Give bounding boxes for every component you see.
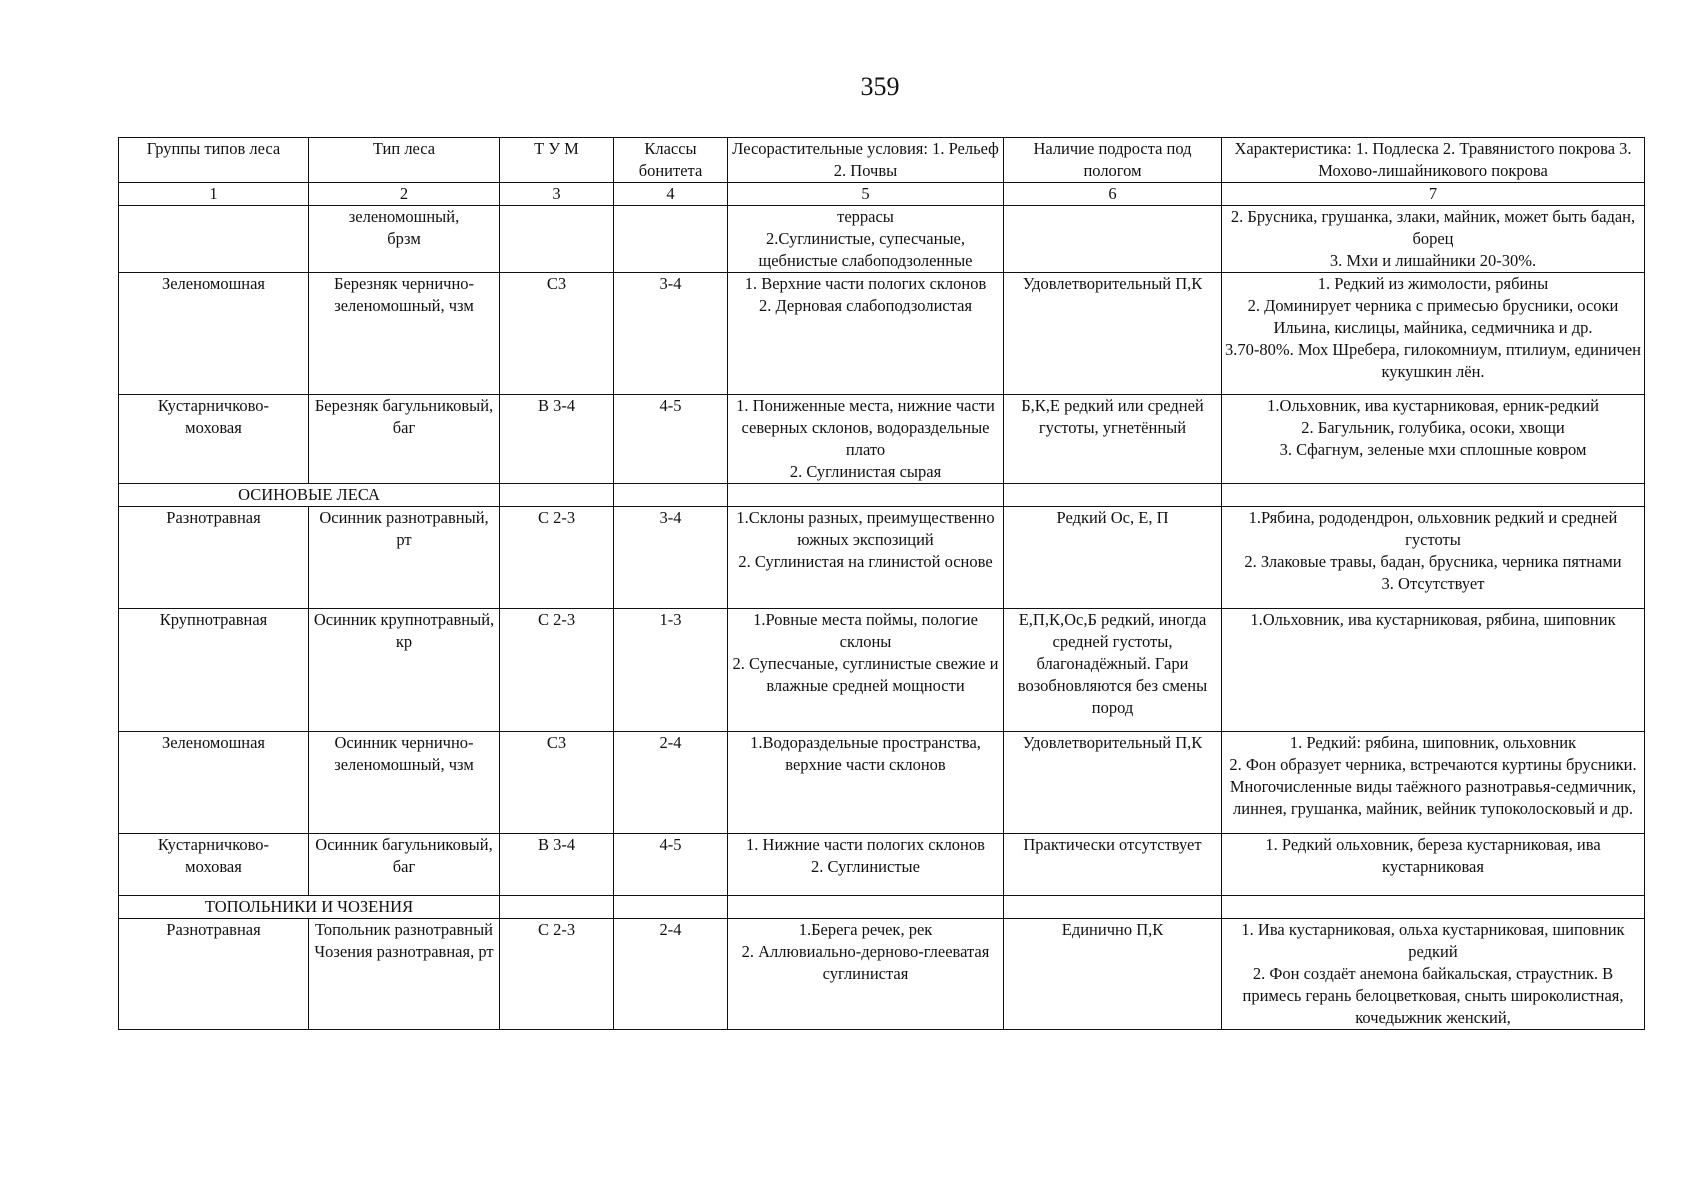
cell-tum: С 2-3 <box>500 609 614 732</box>
cell-growing-conditions: 1. Верхние части пологих склонов 2. Дерновая слабоподзолистая <box>728 273 1004 395</box>
forest-types-table <box>118 137 1645 1030</box>
header-characteristics: Характеристика: 1. Подлеска 2. Травянистого покрова 3. Мохово-лишайникового покрова <box>1222 138 1645 183</box>
cell-characteristics: 1. Ива кустарниковая, ольха кустарниковая, шиповник редкий 2. Фон создаёт анемона байкальская, страустник. В примесь герань белоцветковая, сныть широколистная, кочедыжник женский, <box>1222 919 1645 1030</box>
header-tum: Т У М <box>500 138 614 183</box>
cell-bonitet-class: 4-5 <box>614 834 728 896</box>
cell-bonitet-class <box>614 206 728 273</box>
header-undergrowth: Наличие подроста под пологом <box>1004 138 1222 183</box>
cell-undergrowth: Удовлетворительный П,К <box>1004 732 1222 834</box>
cell-bonitet-class: 4-5 <box>614 395 728 484</box>
cell-characteristics: 1.Рябина, рододендрон, ольховник редкий и средней густоты 2. Злаковые травы, бадан, брусника, черника пятнами 3. Отсутствует <box>1222 507 1645 609</box>
cell-tum: С3 <box>500 273 614 395</box>
cell-forest-type: Осинник багульниковый, баг <box>309 834 500 896</box>
cell-undergrowth <box>1004 206 1222 273</box>
section-title: ОСИНОВЫЕ ЛЕСА <box>119 484 500 507</box>
header-forest-type: Тип леса <box>309 138 500 183</box>
cell-characteristics: 2. Брусника, грушанка, злаки, майник, может быть бадан, борец 3. Мхи и лишайники 20-30%. <box>1222 206 1645 273</box>
column-number: 6 <box>1004 183 1222 206</box>
empty-cell <box>728 896 1004 919</box>
column-number: 3 <box>500 183 614 206</box>
empty-cell <box>1222 896 1645 919</box>
cell-tum: В 3-4 <box>500 834 614 896</box>
cell-growing-conditions: 1.Водораздельные пространства, верхние части склонов <box>728 732 1004 834</box>
table-row <box>119 834 1645 896</box>
cell-growing-conditions: 1.Берега речек, рек 2. Аллювиально-дерново-глееватая суглинистая <box>728 919 1004 1030</box>
header-forest-type-group: Группы типов леса <box>119 138 309 183</box>
column-number: 2 <box>309 183 500 206</box>
cell-undergrowth: Е,П,К,Ос,Б редкий, иногда средней густоты, благонадёжный. Гари возобновляются без смены пород <box>1004 609 1222 732</box>
cell-forest-type-group: Зеленомошная <box>119 732 309 834</box>
cell-forest-type: зеленомошный, брзм <box>309 206 500 273</box>
empty-cell <box>614 484 728 507</box>
header-row <box>119 138 1645 183</box>
cell-forest-type-group: Разнотравная <box>119 919 309 1030</box>
cell-undergrowth: Б,К,Е редкий или средней густоты, угнетённый <box>1004 395 1222 484</box>
empty-cell <box>500 484 614 507</box>
header-bonitet-class: Классы бонитета <box>614 138 728 183</box>
cell-characteristics: 1. Редкий: рябина, шиповник, ольховник 2. Фон образует черника, встречаются куртины брусники. Многочисленные виды таёжного разнотравья-седмичник, линнея, грушанка, майник, вейник тупоколосковый и др. <box>1222 732 1645 834</box>
table-row <box>119 732 1645 834</box>
cell-bonitet-class: 3-4 <box>614 507 728 609</box>
section-title: ТОПОЛЬНИКИ И ЧОЗЕНИЯ <box>119 896 500 919</box>
table-row <box>119 609 1645 732</box>
column-number: 7 <box>1222 183 1645 206</box>
cell-forest-type: Осинник крупнотравный, кр <box>309 609 500 732</box>
cell-forest-type-group: Кустарничково- моховая <box>119 395 309 484</box>
section-row <box>119 896 1645 919</box>
empty-cell <box>1004 896 1222 919</box>
section-row <box>119 484 1645 507</box>
table-row <box>119 919 1645 1030</box>
cell-forest-type-group <box>119 206 309 273</box>
page-number: 359 <box>860 72 900 101</box>
header-growing-conditions: Лесорастительные условия: 1. Рельеф 2. Почвы <box>728 138 1004 183</box>
empty-cell <box>1004 484 1222 507</box>
cell-tum <box>500 206 614 273</box>
empty-cell <box>500 896 614 919</box>
cell-forest-type-group: Крупнотравная <box>119 609 309 732</box>
cell-growing-conditions: 1. Нижние части пологих склонов 2. Суглинистые <box>728 834 1004 896</box>
cell-forest-type-group: Кустарничково- моховая <box>119 834 309 896</box>
cell-characteristics: 1. Редкий ольховник, береза кустарниковая, ива кустарниковая <box>1222 834 1645 896</box>
column-number: 4 <box>614 183 728 206</box>
cell-forest-type-group: Разнотравная <box>119 507 309 609</box>
cell-bonitet-class: 2-4 <box>614 919 728 1030</box>
table-row <box>119 507 1645 609</box>
cell-forest-type: Березняк чернично-зеленомошный, чзм <box>309 273 500 395</box>
cell-growing-conditions: 1.Ровные места поймы, пологие склоны 2. Супесчаные, суглинистые свежие и влажные средней мощности <box>728 609 1004 732</box>
table-row <box>119 206 1645 273</box>
empty-cell <box>728 484 1004 507</box>
cell-forest-type: Топольник разнотравный Чозения разнотравная, рт <box>309 919 500 1030</box>
cell-growing-conditions: террасы 2.Суглинистые, супесчаные, щебнистые слабоподзоленные <box>728 206 1004 273</box>
cell-characteristics: 1.Ольховник, ива кустарниковая, ерник-редкий 2. Багульник, голубика, осоки, хвощи 3. Сфагнум, зеленые мхи сплошные ковром <box>1222 395 1645 484</box>
cell-undergrowth: Практически отсутствует <box>1004 834 1222 896</box>
table-body <box>119 183 1645 1030</box>
column-number: 5 <box>728 183 1004 206</box>
cell-bonitet-class: 3-4 <box>614 273 728 395</box>
table-row <box>119 273 1645 395</box>
empty-cell <box>614 896 728 919</box>
cell-tum: С3 <box>500 732 614 834</box>
cell-forest-type: Осинник разнотравный, рт <box>309 507 500 609</box>
cell-growing-conditions: 1. Пониженные места, нижние части северных склонов, водораздельные плато 2. Суглинистая сырая <box>728 395 1004 484</box>
cell-undergrowth: Удовлетворительный П,К <box>1004 273 1222 395</box>
column-number-row <box>119 183 1645 206</box>
cell-tum: С 2-3 <box>500 507 614 609</box>
empty-cell <box>1222 484 1645 507</box>
cell-tum: С 2-3 <box>500 919 614 1030</box>
cell-bonitet-class: 1-3 <box>614 609 728 732</box>
cell-characteristics: 1.Ольховник, ива кустарниковая, рябина, шиповник <box>1222 609 1645 732</box>
cell-undergrowth: Единично П,К <box>1004 919 1222 1030</box>
table-row <box>119 395 1645 484</box>
column-number: 1 <box>119 183 309 206</box>
cell-growing-conditions: 1.Склоны разных, преимущественно южных экспозиций 2. Суглинистая на глинистой основе <box>728 507 1004 609</box>
cell-bonitet-class: 2-4 <box>614 732 728 834</box>
cell-forest-type-group: Зеленомошная <box>119 273 309 395</box>
cell-tum: В 3-4 <box>500 395 614 484</box>
cell-undergrowth: Редкий Ос, Е, П <box>1004 507 1222 609</box>
cell-forest-type: Березняк багульниковый, баг <box>309 395 500 484</box>
cell-characteristics: 1. Редкий из жимолости, рябины 2. Доминирует черника с примесью брусники, осоки Ильина, кислицы, майника, седмичника и др. 3.70-80%. Мох Шребера, гилокомниум, птилиум, единичен кукушкин лён. <box>1222 273 1645 395</box>
cell-forest-type: Осинник чернично-зеленомошный, чзм <box>309 732 500 834</box>
